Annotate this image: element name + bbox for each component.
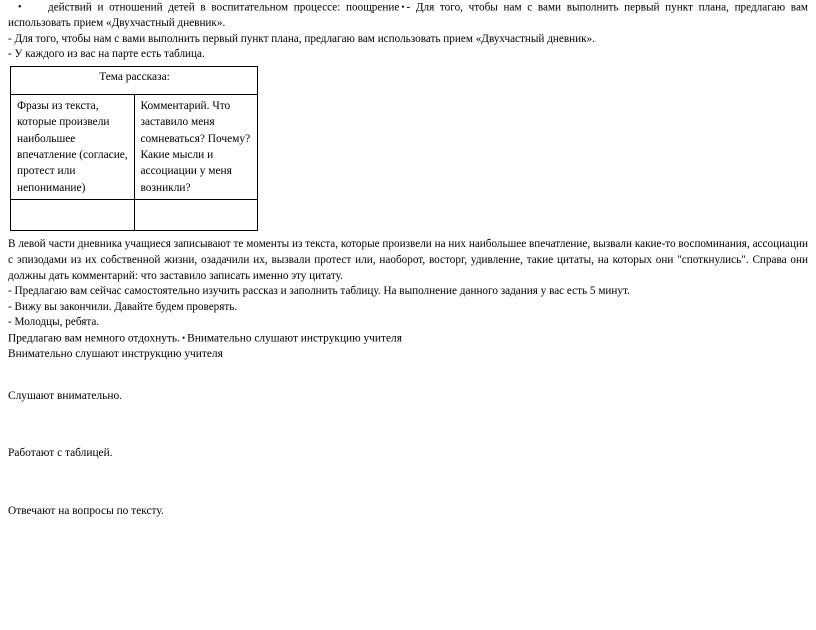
dash-line-praise: - Молодцы, ребята. xyxy=(8,316,100,329)
explanation-paragraph: В левой части дневника учащиеся записывают те моменты из текста, которые произвели на них наибольшее впечатление, вызвали какие-то воспоминания, ассоциации с эпизодами из их собственной жизни, озадачили их, вызвали протест или, наоборот, восторг, удивление, такие цитаты, на которых они "споткнулись". Справа они должны дать комментарий: что заставило записать именно эту цитату. xyxy=(8,238,808,282)
rest-break-students-text: Внимательно слушают инструкцию учителя xyxy=(187,332,402,345)
intro-bullet-paragraph xyxy=(8,0,808,32)
table-row-empty xyxy=(11,200,258,231)
table-cell-empty-right xyxy=(134,200,258,231)
student-response-questions: Отвечают на вопросы по тексту. xyxy=(8,504,164,517)
dash-line-check-work: - Вижу вы закончили. Давайте будем проверять. xyxy=(8,300,238,313)
diary-table-wrapper xyxy=(8,66,808,231)
two-part-diary-table xyxy=(10,66,258,231)
dash-line-plan-method: - Для того, чтобы нам с вами выполнить первый пункт плана, предлагаю вам использовать прием «Двухчастный дневник». xyxy=(8,32,595,45)
table-cell-empty-left xyxy=(11,200,135,231)
table-cell-quotes-column: Фразы из текста, которые произвели наибольшее впечатление (согласие, протест или непонимание) xyxy=(11,94,135,199)
student-response-listen: Слушают внимательно. xyxy=(8,389,123,402)
dash-line-selfstudy-task: - Предлагаю вам сейчас самостоятельно изучить рассказ и заполнить таблицу. На выполнение данного задания у вас есть 5 минут. xyxy=(8,285,630,298)
student-response-table: Работают с таблицей. xyxy=(8,447,113,460)
dash-line-table-on-desk: - У каждого из вас на парте есть таблица. xyxy=(8,48,205,61)
bullet-icon: • xyxy=(18,2,22,14)
table-cell-commentary-column: Комментарий. Что заставило меня сомневаться? Почему? Какие мысли и ассоциации у меня возникли? xyxy=(134,94,258,199)
table-header-story-theme: Тема рассказа: xyxy=(11,66,258,94)
spacer-after-listen xyxy=(8,363,808,389)
intro-text-part2: - Для того, чтобы нам с вами выполнить первый пункт плана, предлагаю вам использовать прием «Двухчастный дневник». xyxy=(8,1,808,29)
table-row-header xyxy=(11,66,258,94)
spacer-bottom xyxy=(8,519,808,561)
spacer-between-responses-1 xyxy=(8,404,808,446)
table-row-columns xyxy=(11,94,258,199)
students-listen-line: Внимательно слушают инструкцию учителя xyxy=(8,348,223,361)
rest-break-text: Предлагаю вам немного отдохнуть. xyxy=(8,332,180,345)
intro-text-part1: действий и отношений детей в воспитательном процессе: поощрение xyxy=(48,1,400,14)
inline-bullet-icon: • xyxy=(401,2,405,12)
spacer-between-responses-2 xyxy=(8,462,808,504)
rest-break-line xyxy=(8,331,808,347)
inline-bullet-icon-2: • xyxy=(181,333,186,344)
